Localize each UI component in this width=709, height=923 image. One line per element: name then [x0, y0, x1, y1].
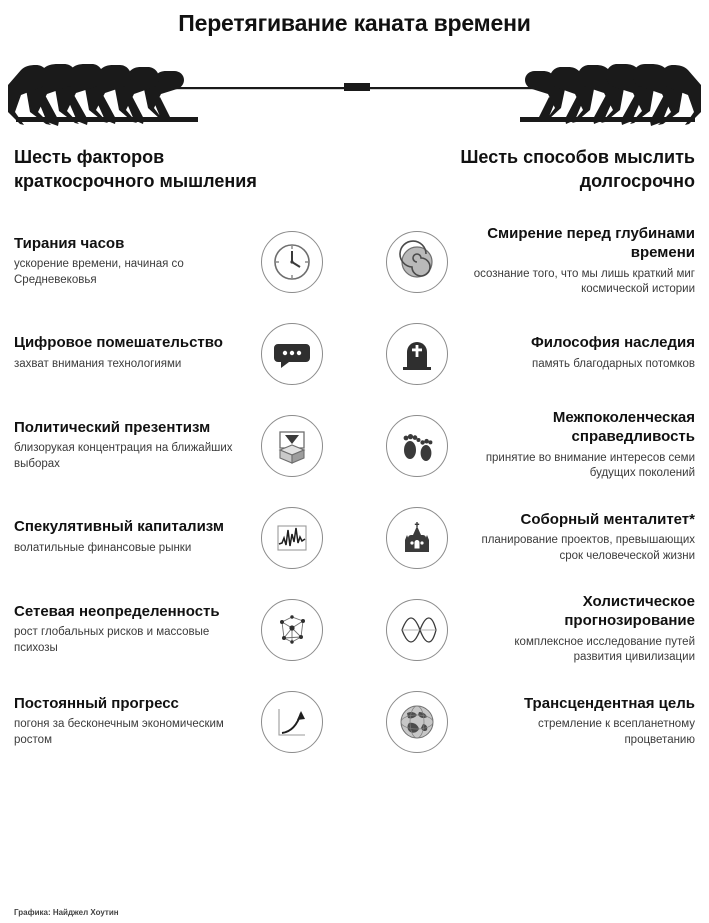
item-description: погоня за бесконечным экономическим ростом — [14, 718, 224, 746]
item-description: рост глобальных рисков и массовые психозы — [14, 626, 210, 654]
item-title: Политический презентизм — [14, 418, 211, 436]
row-left-text — [14, 695, 236, 749]
row-left-text — [14, 603, 236, 657]
row-left-icon-cell — [236, 691, 348, 753]
table-row — [8, 400, 701, 492]
row-right-icon-cell — [361, 415, 473, 477]
row-right-text — [473, 695, 695, 749]
globe-icon — [386, 691, 448, 753]
row-right-icon-cell — [361, 231, 473, 293]
item-title: Соборный менталитет* — [520, 510, 695, 528]
heading-short-term: Шесть факторов краткосрочного мышления — [14, 147, 257, 192]
item-description: близорукая концентрация на ближайших выборах — [14, 442, 233, 470]
row-right-icon-cell — [361, 691, 473, 753]
item-title: Смирение перед глубинами времени — [487, 225, 695, 262]
table-row — [8, 584, 701, 676]
row-right-icon-cell — [361, 507, 473, 569]
row-left-text — [14, 235, 236, 289]
item-title: Тирания часов — [14, 234, 125, 252]
item-title: Межпоколенческая справедливость — [552, 409, 695, 446]
table-row — [8, 308, 701, 400]
row-right-text — [473, 593, 695, 666]
comparison-rows — [8, 216, 701, 768]
item-title: Спекулятивный капитализм — [14, 518, 224, 536]
clock-icon — [261, 231, 323, 293]
row-right-icon-cell — [361, 599, 473, 661]
item-description: осознание того, что мы лишь краткий миг космической истории — [473, 267, 695, 296]
heading-long-term: Шесть способов мыслить долгосрочно — [460, 147, 695, 192]
table-row — [8, 216, 701, 308]
row-right-text — [473, 409, 695, 482]
section-headings — [8, 145, 701, 194]
table-row — [8, 492, 701, 584]
row-right-text — [473, 511, 695, 565]
item-title: Холистическое прогнозирование — [564, 593, 695, 630]
graphic-credit: Графика: Найджел Хоутин — [14, 908, 119, 917]
growth-arrow-icon — [261, 691, 323, 753]
item-description: ускорение времени, начиная со Средневековья — [14, 258, 184, 286]
ballot-box-icon — [261, 415, 323, 477]
row-left-icon-cell — [236, 323, 348, 385]
page-title: Перетягивание каната времени — [178, 10, 531, 36]
wave-interference-icon — [386, 599, 448, 661]
item-description: планирование проектов, превышающих срок человеческой жизни — [481, 534, 695, 562]
row-right-text — [473, 334, 695, 372]
row-left-icon-cell — [236, 415, 348, 477]
item-description: комплексное исследование путей развития цивилизации — [514, 635, 695, 664]
table-row — [8, 676, 701, 768]
gravestone-icon — [386, 323, 448, 385]
row-left-icon-cell — [236, 599, 348, 661]
ammonite-shell-icon — [386, 231, 448, 293]
speech-bubble-icon — [261, 323, 323, 385]
row-left-text — [14, 334, 236, 372]
network-nodes-icon — [261, 599, 323, 661]
item-title: Трансцендентная цель — [523, 694, 695, 712]
item-description: волатильные финансовые рынки — [14, 542, 192, 555]
cathedral-icon — [386, 507, 448, 569]
volatility-chart-icon — [261, 507, 323, 569]
item-title: Цифровое помешательство — [14, 334, 223, 352]
item-description: принятие во внимание интересов семи будущих поколений — [485, 451, 695, 480]
row-left-text — [14, 419, 236, 473]
item-title: Постоянный прогресс — [14, 694, 179, 712]
row-right-icon-cell — [361, 323, 473, 385]
item-description: стремление к всепланетному процветанию — [537, 718, 695, 746]
item-description: захват внимания технологиями — [14, 358, 182, 371]
row-left-icon-cell — [236, 231, 348, 293]
footprints-icon — [386, 415, 448, 477]
row-left-text — [14, 518, 236, 556]
tug-of-war-illustration — [8, 51, 701, 129]
row-right-text — [473, 225, 695, 298]
item-title: Сетевая неопределенность — [14, 602, 220, 620]
row-left-icon-cell — [236, 507, 348, 569]
item-title: Философия наследия — [530, 334, 695, 352]
item-description: память благодарных потомков — [531, 358, 695, 371]
